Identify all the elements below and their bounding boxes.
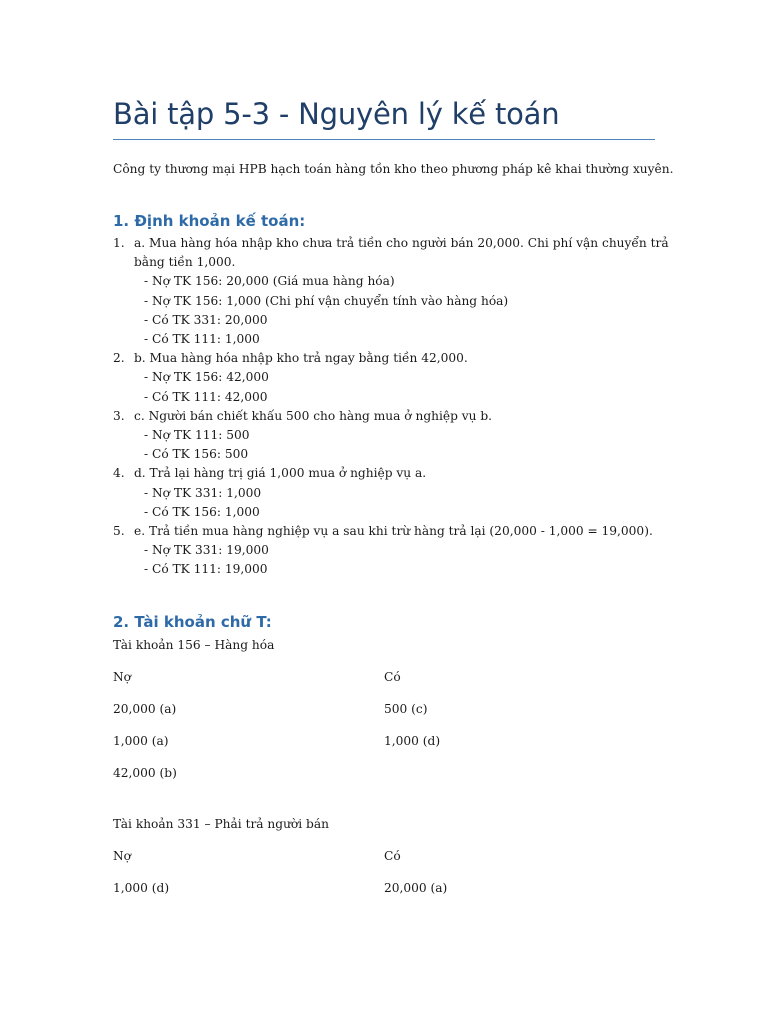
t-account-debit-cell: 1,000 (a): [113, 734, 169, 748]
t-account-credit-header: Có: [384, 670, 401, 684]
section-heading-journal-entries: 1. Định khoản kế toán:: [113, 212, 306, 230]
t-account-credit-cell: 500 (c): [384, 702, 428, 716]
intro-paragraph: Công ty thương mại HPB hạch toán hàng tồn kho theo phương pháp kê khai thường xuyên.: [113, 162, 674, 176]
entry-description: a. Mua hàng hóa nhập kho chưa trả tiền cho người bán 20,000. Chi phí vận chuyển trả bằng tiền 1,000.: [134, 236, 669, 270]
entry-line: - Nợ TK 156: 1,000 (Chi phí vận chuyển tính vào hàng hóa): [144, 293, 509, 308]
title-divider: [113, 139, 655, 140]
entry-number: 4.: [113, 466, 125, 481]
entry-line: - Có TK 156: 1,000: [144, 504, 260, 519]
entry-line: - Nợ TK 156: 20,000 (Giá mua hàng hóa): [144, 274, 395, 289]
entry-description: c. Người bán chiết khấu 500 cho hàng mua ở nghiệp vụ b.: [134, 408, 493, 423]
entry-number: 3.: [113, 408, 125, 423]
entry-description: b. Mua hàng hóa nhập kho trả ngay bằng tiền 42,000.: [134, 351, 468, 366]
entry-line: - Nợ TK 331: 1,000: [144, 485, 262, 500]
t-account-debit-cell: 20,000 (a): [113, 702, 177, 716]
t-account-debit-header: Nợ: [113, 670, 132, 684]
entry-line: - Có TK 156: 500: [144, 447, 249, 462]
entry-line: - Nợ TK 331: 19,000: [144, 543, 269, 558]
entry-number: 1.: [113, 236, 125, 250]
entry-line: - Nợ TK 156: 42,000: [144, 370, 269, 385]
entry-line: - Có TK 111: 1,000: [144, 332, 260, 347]
t-account-title: Tài khoản 331 – Phải trả người bán: [113, 817, 329, 831]
entry-line: - Có TK 331: 20,000: [144, 312, 268, 327]
entry-description: e. Trả tiền mua hàng nghiệp vụ a sau khi trừ hàng trả lại (20,000 - 1,000 = 19,000).: [134, 524, 653, 539]
entry-line: - Có TK 111: 19,000: [144, 562, 268, 577]
t-account-credit-cell: 20,000 (a): [384, 881, 448, 895]
entry-number: 2.: [113, 351, 125, 366]
document-title: Bài tập 5-3 - Nguyên lý kế toán: [113, 97, 560, 131]
entry-description: d. Trả lại hàng trị giá 1,000 mua ở nghiệp vụ a.: [134, 466, 427, 481]
journal-entry-list: [113, 234, 673, 580]
entry-number: 5.: [113, 524, 125, 539]
entry-line: - Có TK 111: 42,000: [144, 389, 268, 404]
t-account-debit-header: Nợ: [113, 849, 132, 863]
journal-entry: [113, 407, 673, 465]
entry-line: - Nợ TK 111: 500: [144, 428, 250, 443]
t-account-credit-cell: 1,000 (d): [384, 734, 441, 748]
t-account-debit-cell: 42,000 (b): [113, 766, 177, 780]
t-account-debit-cell: 1,000 (d): [113, 881, 170, 895]
t-account-credit-header: Có: [384, 849, 401, 863]
journal-entry: [113, 464, 673, 522]
t-account-title: Tài khoản 156 – Hàng hóa: [113, 638, 275, 652]
journal-entry: [113, 349, 673, 407]
section-heading-t-accounts: 2. Tài khoản chữ T:: [113, 613, 272, 631]
journal-entry: [113, 522, 673, 580]
journal-entry: [113, 234, 673, 349]
